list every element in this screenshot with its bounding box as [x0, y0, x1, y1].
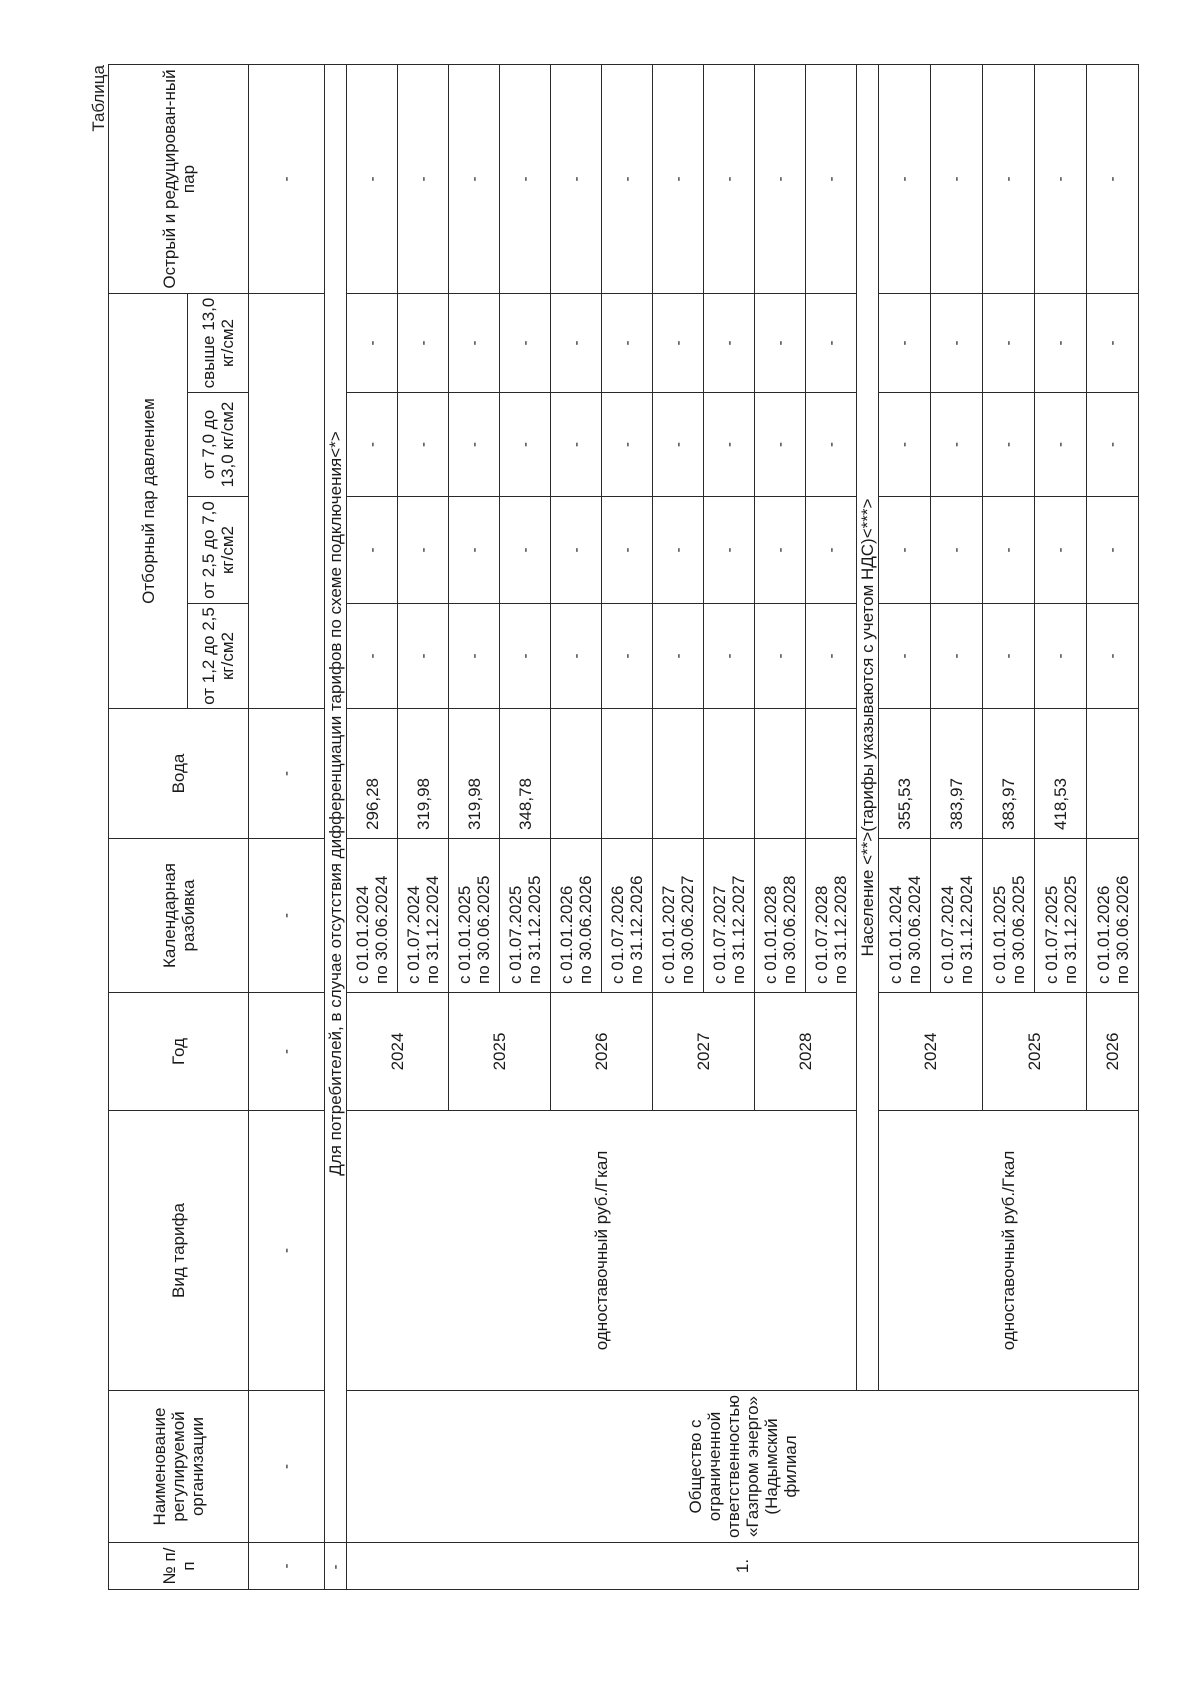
- calendar-period: [806, 839, 857, 993]
- water-value: 418,53: [1035, 709, 1087, 839]
- period-from: с 01.01.2026: [557, 885, 576, 984]
- dash-row: [249, 65, 325, 1590]
- tariff-type: одноставочный руб./Гкал: [347, 1111, 857, 1391]
- dash-cell: -: [704, 604, 755, 709]
- dash-cell: -: [1035, 294, 1087, 393]
- water-value: [1087, 709, 1139, 839]
- dash-cell: -: [249, 993, 325, 1111]
- dash-cell: -: [806, 294, 857, 393]
- dash-cell: -: [1087, 393, 1139, 497]
- dash-cell: -: [249, 709, 325, 839]
- dash-cell: -: [1035, 604, 1087, 709]
- dash-cell: -: [1087, 65, 1139, 294]
- header-calendar: Календарная разбивка: [109, 839, 249, 993]
- period-to: по 31.12.2028: [831, 875, 850, 984]
- tariff-table: [108, 64, 1139, 1590]
- dash-cell: -: [983, 294, 1035, 393]
- period-from: с 01.01.2027: [659, 885, 678, 984]
- dash-cell: -: [704, 497, 755, 604]
- dash-cell: -: [325, 1543, 347, 1590]
- water-value: [755, 709, 806, 839]
- year-cell: 2027: [653, 993, 755, 1111]
- dash-cell: -: [806, 604, 857, 709]
- dash-cell: -: [704, 393, 755, 497]
- row-number: 1.: [347, 1543, 1139, 1590]
- dash-cell: -: [879, 604, 931, 709]
- dash-cell: -: [931, 497, 983, 604]
- water-value: [653, 709, 704, 839]
- dash-cell: -: [931, 65, 983, 294]
- dash-cell: -: [755, 393, 806, 497]
- dash-blank-cell: [249, 294, 325, 709]
- dash-cell: -: [551, 294, 602, 393]
- dash-cell: -: [806, 65, 857, 294]
- calendar-period: [879, 839, 931, 993]
- header-row: [109, 65, 188, 1590]
- period-from: с 01.01.2025: [455, 885, 474, 984]
- calendar-period: [602, 839, 653, 993]
- section-title: Для потребителей, в случае отсутствия дифференциации тарифов по схеме подключения<*>: [325, 65, 347, 1543]
- calendar-period: [1035, 839, 1087, 993]
- period-to: по 30.06.2024: [372, 875, 391, 984]
- dash-cell: -: [551, 393, 602, 497]
- dash-cell: -: [449, 393, 500, 497]
- dash-cell: -: [653, 393, 704, 497]
- header-num: № п/п: [109, 1543, 249, 1590]
- period-to: по 31.12.2024: [423, 875, 442, 984]
- water-value: [602, 709, 653, 839]
- dash-cell: -: [704, 294, 755, 393]
- header-year: Год: [109, 993, 249, 1111]
- header-tariff-type: Вид тарифа: [109, 1111, 249, 1391]
- water-value: 296,28: [347, 709, 398, 839]
- dash-cell: -: [983, 393, 1035, 497]
- dash-cell: -: [500, 294, 551, 393]
- dash-cell: -: [931, 393, 983, 497]
- water-value: 355,53: [879, 709, 931, 839]
- dash-cell: -: [551, 65, 602, 294]
- calendar-period: [755, 839, 806, 993]
- dash-cell: -: [1087, 604, 1139, 709]
- dash-cell: -: [653, 604, 704, 709]
- dash-cell: -: [500, 393, 551, 497]
- period-from: с 01.01.2025: [989, 885, 1009, 984]
- period-from: с 01.01.2024: [353, 885, 372, 984]
- dash-cell: -: [249, 1543, 325, 1590]
- dash-cell: -: [931, 604, 983, 709]
- dash-cell: -: [602, 393, 653, 497]
- period-from: с 01.07.2024: [404, 885, 423, 984]
- dash-cell: -: [347, 497, 398, 604]
- dash-cell: -: [879, 393, 931, 497]
- dash-cell: -: [249, 65, 325, 294]
- dash-cell: -: [755, 65, 806, 294]
- period-from: с 01.07.2025: [1041, 885, 1061, 984]
- period-from: с 01.01.2026: [1093, 885, 1113, 984]
- dash-cell: -: [1087, 497, 1139, 604]
- year-cell: 2024: [347, 993, 449, 1111]
- period-from: с 01.01.2028: [761, 885, 780, 984]
- period-to: по 30.06.2027: [678, 875, 697, 984]
- dash-cell: -: [398, 604, 449, 709]
- table-row: [879, 65, 931, 1590]
- dash-cell: -: [1087, 294, 1139, 393]
- dash-cell: -: [704, 65, 755, 294]
- header-pressure-4: свыше 13,0 кг/см2: [188, 294, 249, 393]
- dash-cell: -: [249, 1391, 325, 1543]
- section-row: [325, 65, 347, 1590]
- water-value: [806, 709, 857, 839]
- calendar-period: [653, 839, 704, 993]
- period-to: по 30.06.2026: [1112, 875, 1132, 984]
- dash-cell: -: [398, 497, 449, 604]
- dash-cell: -: [551, 604, 602, 709]
- organization-name: Общество с ограниченной ответственностью «Газпром энерго» (Надымский филиал: [347, 1391, 1139, 1543]
- year-cell: 2026: [551, 993, 653, 1111]
- period-to: по 30.06.2025: [1008, 875, 1028, 984]
- calendar-period: [704, 839, 755, 993]
- dash-cell: -: [931, 294, 983, 393]
- period-from: с 01.07.2028: [812, 885, 831, 984]
- dash-cell: -: [500, 497, 551, 604]
- dash-cell: -: [347, 65, 398, 294]
- calendar-period: [398, 839, 449, 993]
- dash-cell: -: [755, 497, 806, 604]
- year-cell: 2025: [983, 993, 1087, 1111]
- dash-cell: -: [653, 294, 704, 393]
- dash-cell: -: [879, 65, 931, 294]
- dash-cell: -: [347, 294, 398, 393]
- header-org: Наименование регулируемой организации: [109, 1391, 249, 1543]
- dash-cell: -: [249, 1111, 325, 1391]
- period-to: по 31.12.2026: [627, 875, 646, 984]
- dash-cell: -: [1035, 393, 1087, 497]
- year-cell: 2024: [879, 993, 983, 1111]
- section-row: [857, 65, 879, 1590]
- header-pressure-3: от 7,0 до 13,0 кг/см2: [188, 393, 249, 497]
- dash-cell: -: [1035, 497, 1087, 604]
- period-to: по 31.12.2025: [525, 875, 544, 984]
- calendar-period: [500, 839, 551, 993]
- water-value: 383,97: [931, 709, 983, 839]
- dash-cell: -: [879, 497, 931, 604]
- dash-cell: -: [755, 294, 806, 393]
- calendar-period: [931, 839, 983, 993]
- calendar-period: [1087, 839, 1139, 993]
- water-value: 383,97: [983, 709, 1035, 839]
- header-water: Вода: [109, 709, 249, 839]
- period-to: по 31.12.2025: [1060, 875, 1080, 984]
- dash-cell: -: [806, 393, 857, 497]
- dash-cell: -: [449, 497, 500, 604]
- dash-cell: -: [879, 294, 931, 393]
- dash-cell: -: [602, 65, 653, 294]
- water-value: 319,98: [398, 709, 449, 839]
- dash-cell: -: [602, 294, 653, 393]
- year-cell: 2028: [755, 993, 857, 1111]
- period-to: по 30.06.2026: [576, 875, 595, 984]
- water-value: 319,98: [449, 709, 500, 839]
- dash-cell: -: [347, 604, 398, 709]
- header-pressure-2: от 2,5 до 7,0 кг/см2: [188, 497, 249, 604]
- dash-cell: -: [983, 604, 1035, 709]
- tariff-type: одноставочный руб./Гкал: [879, 1111, 1139, 1391]
- dash-cell: -: [806, 497, 857, 604]
- period-from: с 01.07.2027: [710, 885, 729, 984]
- dash-cell: -: [500, 65, 551, 294]
- dash-cell: -: [755, 604, 806, 709]
- dash-cell: -: [551, 497, 602, 604]
- dash-cell: -: [653, 497, 704, 604]
- water-value: [704, 709, 755, 839]
- period-to: по 31.12.2024: [956, 875, 976, 984]
- period-to: по 30.06.2024: [904, 875, 924, 984]
- dash-cell: -: [653, 65, 704, 294]
- table-caption: Таблица: [89, 65, 108, 132]
- year-cell: 2025: [449, 993, 551, 1111]
- calendar-period: [347, 839, 398, 993]
- period-to: по 30.06.2028: [780, 875, 799, 984]
- dash-cell: -: [500, 604, 551, 709]
- dash-cell: -: [602, 497, 653, 604]
- header-sharp-steam: Острый и редуцирован-ный пар: [109, 65, 249, 294]
- period-to: по 30.06.2025: [474, 875, 493, 984]
- dash-cell: -: [347, 393, 398, 497]
- dash-cell: -: [983, 497, 1035, 604]
- water-value: [551, 709, 602, 839]
- dash-cell: -: [449, 604, 500, 709]
- dash-cell: -: [449, 294, 500, 393]
- dash-cell: -: [398, 393, 449, 497]
- period-to: по 31.12.2027: [729, 875, 748, 984]
- header-selected-steam: Отборный пар давлением: [109, 294, 188, 709]
- period-from: с 01.01.2024: [885, 885, 905, 984]
- calendar-period: [983, 839, 1035, 993]
- period-from: с 01.07.2025: [506, 885, 525, 984]
- section-title: Население <**>(тарифы указываются с учетом НДС)<***>: [857, 65, 879, 1391]
- period-from: с 01.07.2024: [937, 885, 957, 984]
- header-pressure-1: от 1,2 до 2,5 кг/см2: [188, 604, 249, 709]
- period-from: с 01.07.2026: [608, 885, 627, 984]
- year-cell: 2026: [1087, 993, 1139, 1111]
- dash-cell: -: [398, 294, 449, 393]
- dash-cell: -: [449, 65, 500, 294]
- dash-cell: -: [398, 65, 449, 294]
- water-value: 348,78: [500, 709, 551, 839]
- table-body: [109, 65, 1139, 1590]
- table-row: [347, 65, 398, 1590]
- dash-cell: -: [602, 604, 653, 709]
- calendar-period: [551, 839, 602, 993]
- calendar-period: [449, 839, 500, 993]
- rotated-table-container: [89, 65, 1132, 1590]
- dash-cell: -: [1035, 65, 1087, 294]
- dash-cell: -: [983, 65, 1035, 294]
- dash-cell: -: [249, 839, 325, 993]
